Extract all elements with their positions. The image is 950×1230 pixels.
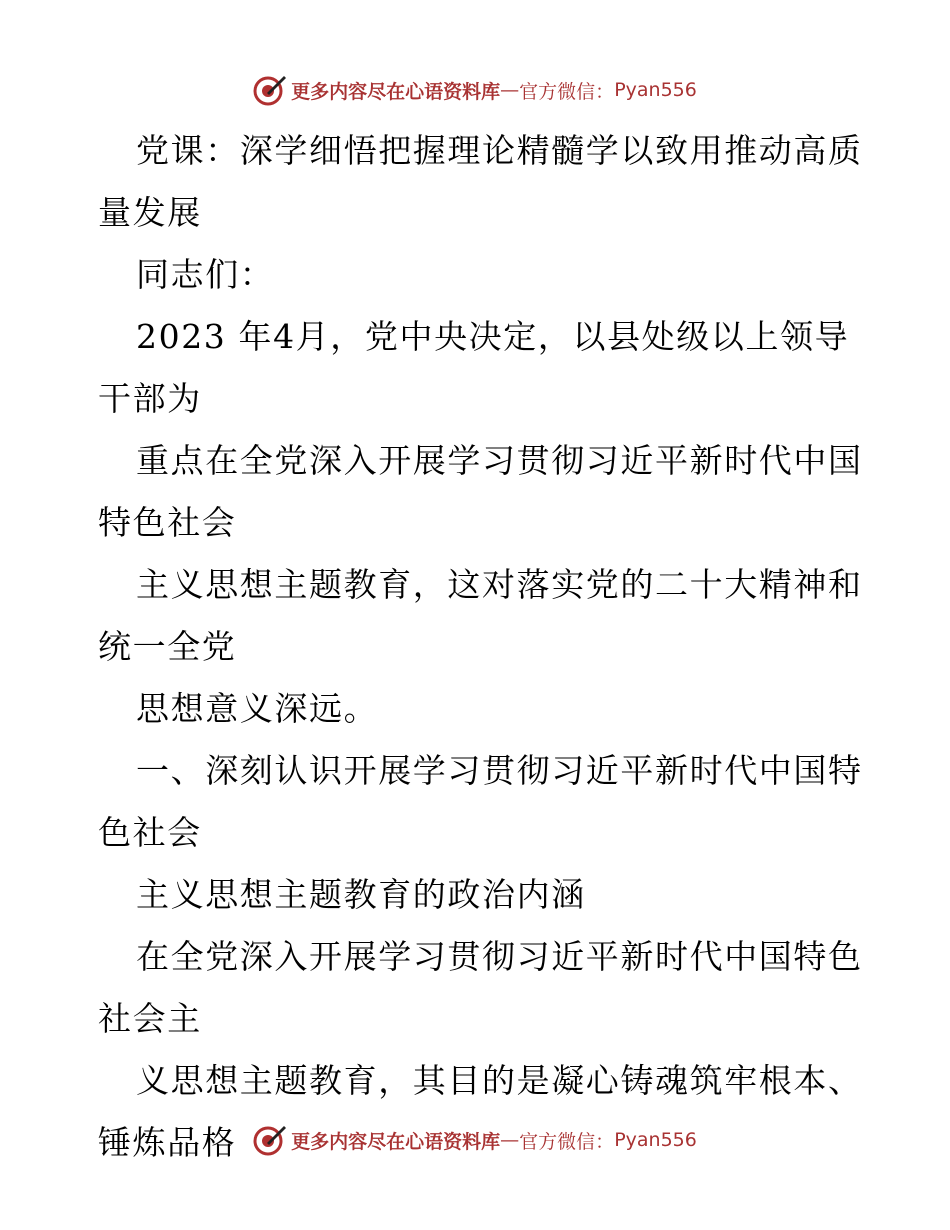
doc-paragraph-line: 锤炼品格 [98, 1123, 237, 1162]
doc-paragraph-line: 重点在全党深入开展学习贯彻习近平新时代中国 [136, 441, 863, 480]
doc-paragraph-line: 主义思想主题教育，这对落实党的二十大精神和 [136, 565, 863, 604]
document-body [98, 120, 863, 1174]
doc-salutation: 同志们： [136, 255, 275, 294]
doc-paragraph-line: 在全党深入开展学习贯彻习近平新时代中国特色 [136, 937, 863, 976]
watermark-wechat-id: Pyan556 [614, 79, 697, 101]
watermark-separator: — [500, 79, 520, 101]
doc-paragraph-line: 特色社会 [98, 503, 237, 542]
doc-paragraph-line: 社会主 [98, 999, 202, 1038]
footer-watermark [0, 1120, 950, 1160]
watermark-separator: — [500, 1129, 520, 1151]
watermark-site-text: 更多内容尽在心语资料库 [291, 1130, 501, 1153]
watermark-site-text: 更多内容尽在心语资料库 [291, 80, 501, 103]
doc-section-heading: 一、深刻认识开展学习贯彻习近平新时代中国特 [136, 751, 863, 790]
doc-section-heading: 主义思想主题教育的政治内涵 [136, 875, 586, 914]
watermark-label: 官方微信： [519, 1130, 615, 1153]
doc-title-line-2: 量发展 [98, 193, 202, 232]
pen-logo-icon [253, 73, 287, 107]
doc-paragraph-line: 思想意义深远。 [136, 689, 379, 728]
doc-title-line-1: 党课：深学细悟把握理论精髓学以致用推动高质 [136, 131, 863, 170]
doc-paragraph-line: 统一全党 [98, 627, 237, 666]
watermark-label: 官方微信： [519, 80, 615, 103]
watermark-wechat-id: Pyan556 [614, 1129, 697, 1151]
header-watermark [0, 70, 950, 110]
doc-section-heading: 色社会 [98, 813, 202, 852]
doc-paragraph-line: 2023 年4月，党中央决定，以县处级以上领导 [136, 317, 850, 356]
doc-paragraph-line: 义思想主题教育，其目的是凝心铸魂筑牢根本、 [136, 1061, 863, 1100]
pen-logo-icon [253, 1123, 287, 1157]
doc-paragraph-line: 干部为 [98, 379, 202, 418]
